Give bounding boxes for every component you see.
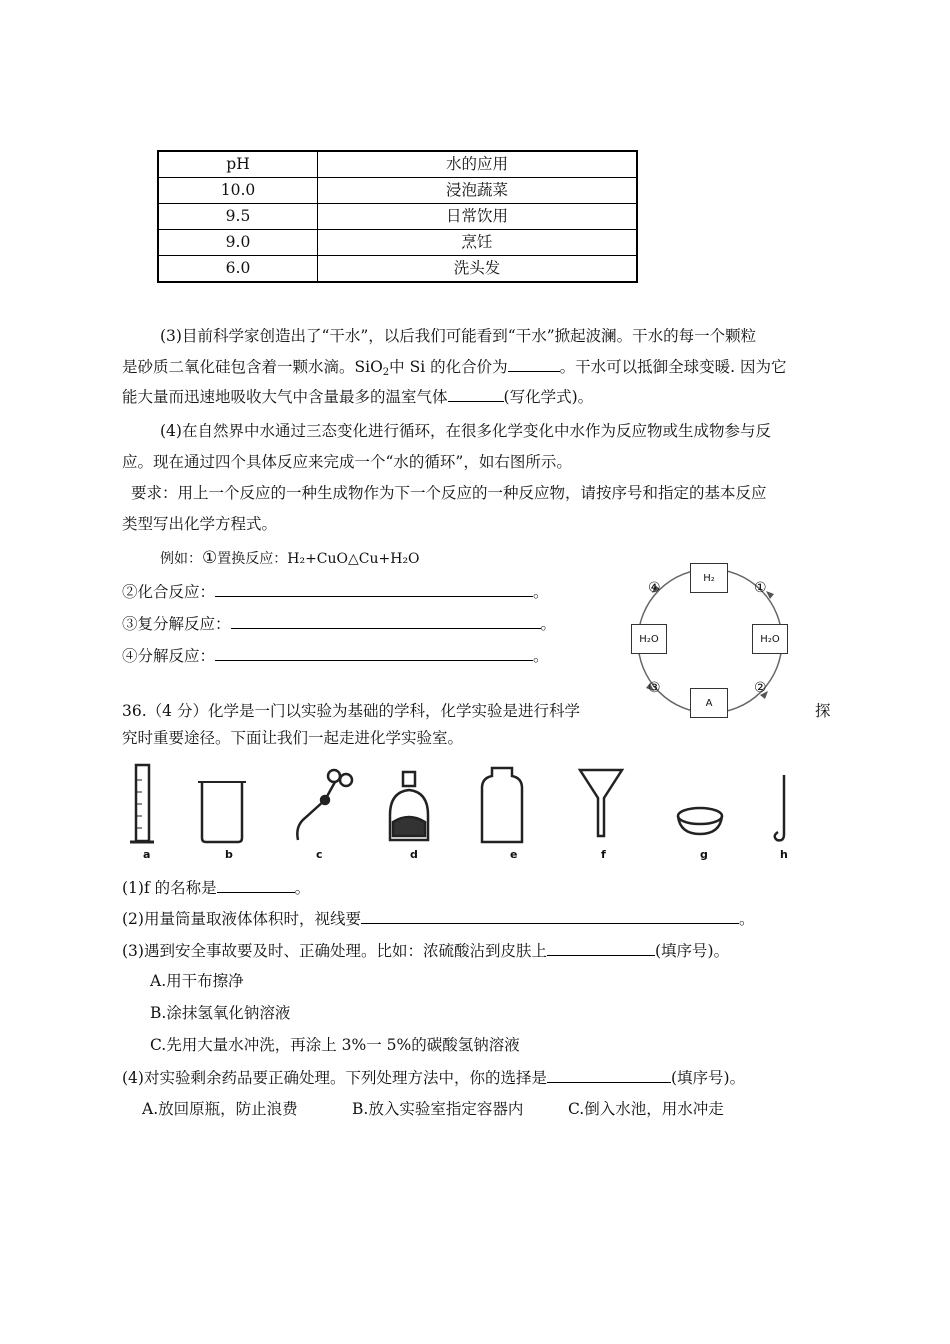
valence-answer-blank[interactable] — [508, 355, 560, 372]
q36-sub3-option-a: A.用干布擦净 — [150, 972, 244, 990]
funnel-icon — [580, 770, 622, 836]
table-header-row — [158, 151, 637, 178]
q4-line1: (4)在自然界中水通过三态变化进行循环，在很多化学变化中水作为反应物或生成物参与反 — [160, 422, 771, 440]
apparatus-label-d: d — [410, 848, 418, 861]
table-row — [158, 256, 637, 283]
q36-sub4-text: (4)对实验剩余药品要正确处理。下列处理方法中，你的选择是 — [122, 1069, 547, 1087]
example-number: ① — [202, 548, 218, 568]
node-h2: H₂ — [690, 563, 728, 593]
q36-sub3-option-c: C.先用大量水冲洗，再涂上 3%一 5%的碳酸氢钠溶液 — [150, 1036, 520, 1054]
q36-line2: 究时重要途径。下面让我们一起走进化学实验室。 — [122, 729, 464, 747]
example-equation: H₂+CuO△Cu+H₂O — [287, 551, 420, 567]
q36-sub3-text: (3)遇到安全事故要及时、正确处理。比如：浓硫酸沾到皮肤上 — [122, 942, 547, 960]
funnel-name-blank[interactable] — [217, 876, 295, 893]
apparatus-label-f: f — [601, 848, 606, 861]
node-h2o-right: H₂O — [752, 624, 788, 654]
table-row — [158, 178, 637, 204]
q4-line2: 应。现在通过四个具体反应来完成一个“水的循环”，如右图所示。 — [122, 453, 572, 471]
reaction-2-label: ②化合反应： — [122, 583, 216, 601]
table-row — [158, 204, 637, 230]
example-type: 置换反应： — [217, 551, 288, 567]
alcohol-lamp-icon — [390, 772, 428, 840]
apparatus-label-g: g — [700, 848, 708, 861]
q36-sub4-option-c: C.倒入水池，用水冲走 — [568, 1100, 724, 1118]
q3-line2-text-b: 中 Si 的化合价为 — [389, 358, 508, 376]
table-header-ph: pH — [158, 151, 318, 178]
reaction-2-answer-blank[interactable] — [215, 580, 533, 597]
table-row — [158, 230, 637, 256]
table-cell: 洗头发 — [318, 256, 638, 283]
q36-sub4 — [122, 1066, 745, 1089]
cycle-step-1: ① — [754, 580, 767, 596]
lab-apparatus — [120, 760, 800, 850]
apparatus-label-h: h — [780, 848, 788, 861]
q36-line1: 36.（4 分）化学是一门以实验为基础的学科，化学实验是进行科学 — [122, 702, 580, 720]
q4-example — [160, 547, 420, 570]
q4-requirement-1: 要求：用上一个反应的一种生成物作为下一个反应的一种反应物，请按序号和指定的基本反应 — [131, 484, 767, 502]
apparatus-label-e: e — [510, 848, 518, 861]
reaction-3-row — [122, 612, 556, 635]
q3-line1: (3)目前科学家创造出了“干水”，以后我们可能看到“干水”掀起波澜。干水的每一个颗粒 — [160, 327, 757, 345]
q36-sub2-text: (2)用量筒量取液体体积时，视线要 — [122, 910, 361, 928]
reaction-3-end: 。 — [540, 615, 557, 633]
beaker-icon — [202, 782, 242, 842]
q36-sub1-end: 。 — [294, 879, 311, 897]
reaction-4-end: 。 — [533, 647, 549, 665]
table-header-use: 水的应用 — [318, 151, 638, 178]
reaction-4-label: ④分解反应： — [122, 647, 216, 665]
cycle-step-4: ④ — [648, 580, 661, 596]
gas-formula-blank[interactable] — [448, 385, 504, 402]
q36-sub4-end: (填序号)。 — [670, 1069, 746, 1087]
q3-line3-text-b: (写化学式)。 — [503, 388, 594, 406]
reaction-4-row — [122, 644, 549, 667]
q3-line2-text-c: 。干水可以抵御全球变暖. 因为它 — [559, 358, 787, 376]
table-cell: 浸泡蔬菜 — [318, 178, 638, 204]
reaction-3-answer-blank[interactable] — [231, 612, 541, 629]
q3-line3 — [122, 385, 593, 408]
table-cell: 6.0 — [158, 256, 318, 283]
q4-requirement-2: 类型写出化学方程式。 — [122, 515, 278, 533]
node-h2o-left: H₂O — [631, 624, 667, 654]
cycle-step-2: ② — [754, 680, 767, 696]
q3-line3-text: 能大量而迅速地吸收大气中含量最多的温室气体 — [122, 388, 448, 406]
q36-sub3-end: (填序号)。 — [654, 942, 730, 960]
table-cell: 日常饮用 — [318, 204, 638, 230]
medicine-spoon-icon — [775, 775, 784, 840]
sightline-answer-blank[interactable] — [361, 907, 739, 924]
q36-sub3-option-b: B.涂抹氢氧化钠溶液 — [150, 1004, 291, 1022]
q36-sub2-end: 。 — [738, 910, 755, 928]
safety-answer-blank[interactable] — [547, 939, 655, 956]
apparatus-label-a: a — [143, 848, 151, 861]
q36-sub2 — [122, 907, 754, 930]
q3-line2-text: 是砂质二氧化硅包含着一颗水滴。SiO — [122, 358, 383, 376]
apparatus-label-c: c — [316, 848, 323, 861]
reaction-3-label: ③复分解反应： — [122, 615, 231, 633]
q36-sub3 — [122, 939, 729, 962]
table-cell: 10.0 — [158, 178, 318, 204]
apparatus-label-b: b — [225, 848, 233, 861]
q36-line1-end: 探 — [815, 702, 831, 720]
q3-line2: 是砂质二氧化硅包含着一颗水滴。SiO$_2$中 Si 的化合价为 。干水可以抵御全球变暖. 因为它 — [122, 355, 786, 378]
table-cell: 9.0 — [158, 230, 318, 256]
example-prefix: 例如： — [160, 551, 202, 567]
q36-sub4-option-a: A.放回原瓶，防止浪费 — [142, 1100, 298, 1118]
table-cell: 9.5 — [158, 204, 318, 230]
reaction-2-end: 。 — [533, 583, 549, 601]
reaction-2-row — [122, 580, 549, 603]
crucible-tongs-icon — [297, 770, 352, 840]
reaction-4-answer-blank[interactable] — [215, 644, 533, 661]
graduated-cylinder-icon — [130, 765, 154, 842]
node-a: A — [690, 688, 728, 718]
table-cell: 烹饪 — [318, 230, 638, 256]
q36-sub4-option-b: B.放入实验室指定容器内 — [352, 1100, 524, 1118]
cycle-step-3: ③ — [648, 680, 661, 696]
evaporating-dish-icon — [678, 808, 722, 834]
q36-sub1-text: (1)f 的名称是 — [122, 879, 217, 897]
q36-sub1 — [122, 876, 310, 899]
ph-table — [157, 150, 638, 283]
reagent-bottle-icon — [482, 768, 522, 842]
leftover-disposal-blank[interactable] — [547, 1066, 671, 1083]
